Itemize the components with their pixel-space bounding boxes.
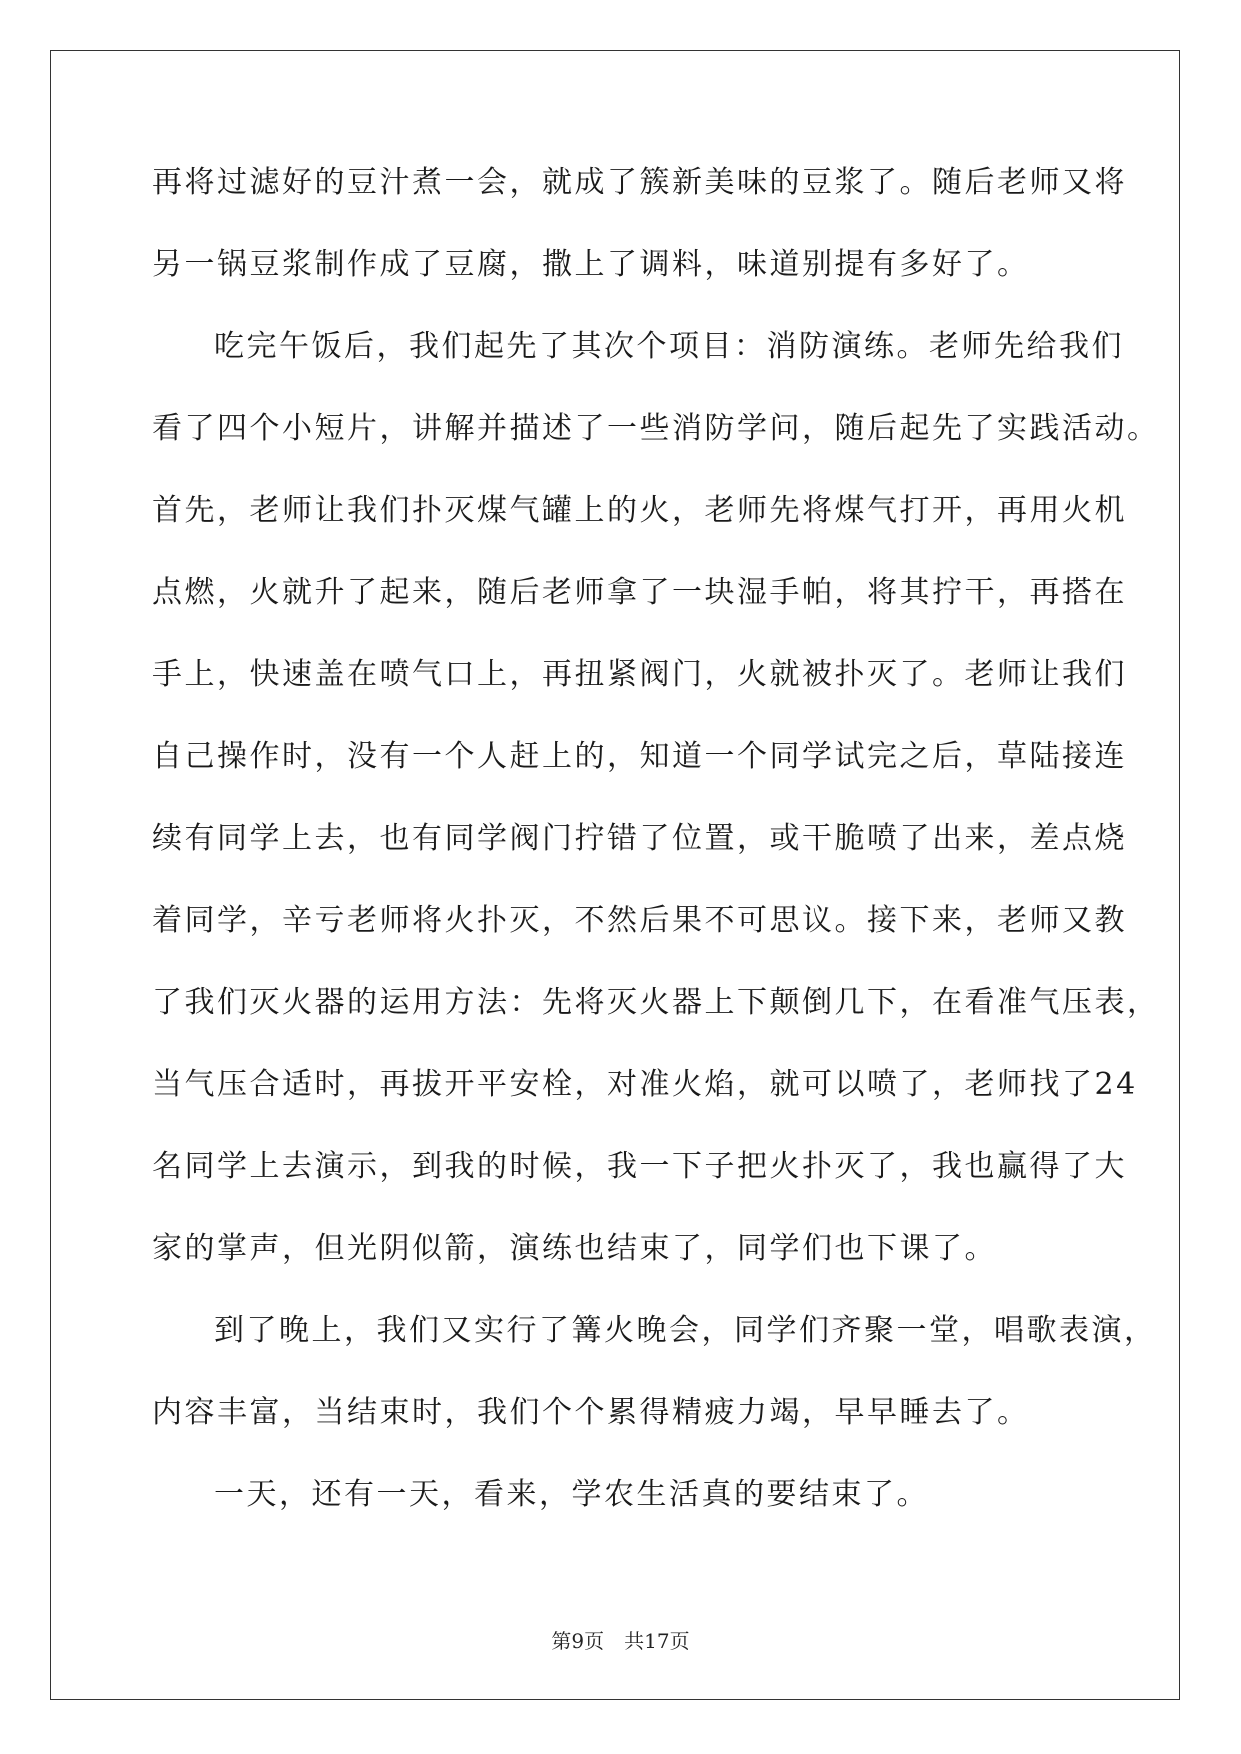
text-line: 自己操作时，没有一个人赶上的，知道一个同学试完之后，草陆接连 bbox=[152, 739, 1127, 774]
page-total: 共17页 bbox=[624, 1629, 690, 1653]
text-line: 名同学上去演示，到我的时候，我一下子把火扑灭了，我也赢得了大 bbox=[152, 1149, 1127, 1184]
text-line: 家的掌声，但光阴似箭，演练也结束了，同学们也下课了。 bbox=[152, 1231, 997, 1266]
text-line: 看了四个小短片，讲解并描述了一些消防学问，随后起先了实践活动。 bbox=[152, 411, 1160, 446]
page-footer bbox=[0, 1628, 1241, 1654]
body-text bbox=[152, 162, 1160, 1556]
text-line: 手上，快速盖在喷气口上，再扭紧阀门，火就被扑灭了。老师让我们 bbox=[152, 657, 1127, 692]
text-line: 另一锅豆浆制作成了豆腐，撒上了调料，味道别提有多好了。 bbox=[152, 247, 1030, 282]
text-line: 再将过滤好的豆汁煮一会，就成了簇新美味的豆浆了。随后老师又将 bbox=[152, 165, 1127, 200]
text-line: 当气压合适时，再拔开平安栓，对准火焰，就可以喷了，老师找了24 bbox=[152, 1067, 1138, 1102]
text-line: 续有同学上去，也有同学阀门拧错了位置，或干脆喷了出来，差点烧 bbox=[152, 821, 1127, 856]
text-line: 首先，老师让我们扑灭煤气罐上的火，老师先将煤气打开，再用火机 bbox=[152, 493, 1127, 528]
text-line: 着同学，辛亏老师将火扑灭，不然后果不可思议。接下来，老师又教 bbox=[152, 903, 1127, 938]
text-line: 了我们灭火器的运用方法：先将灭火器上下颠倒几下，在看准气压表， bbox=[152, 985, 1160, 1020]
text-line: 一天，还有一天，看来，学农生活真的要结束了。 bbox=[214, 1477, 929, 1512]
text-line: 吃完午饭后，我们起先了其次个项目：消防演练。老师先给我们 bbox=[214, 329, 1124, 364]
text-line: 点燃，火就升了起来，随后老师拿了一块湿手帕，将其拧干，再搭在 bbox=[152, 575, 1127, 610]
page-number: 第9页 bbox=[551, 1629, 605, 1653]
text-line: 到了晚上，我们又实行了篝火晚会，同学们齐聚一堂，唱歌表演， bbox=[214, 1313, 1157, 1348]
text-line: 内容丰富，当结束时，我们个个累得精疲力竭，早早睡去了。 bbox=[152, 1395, 1030, 1430]
